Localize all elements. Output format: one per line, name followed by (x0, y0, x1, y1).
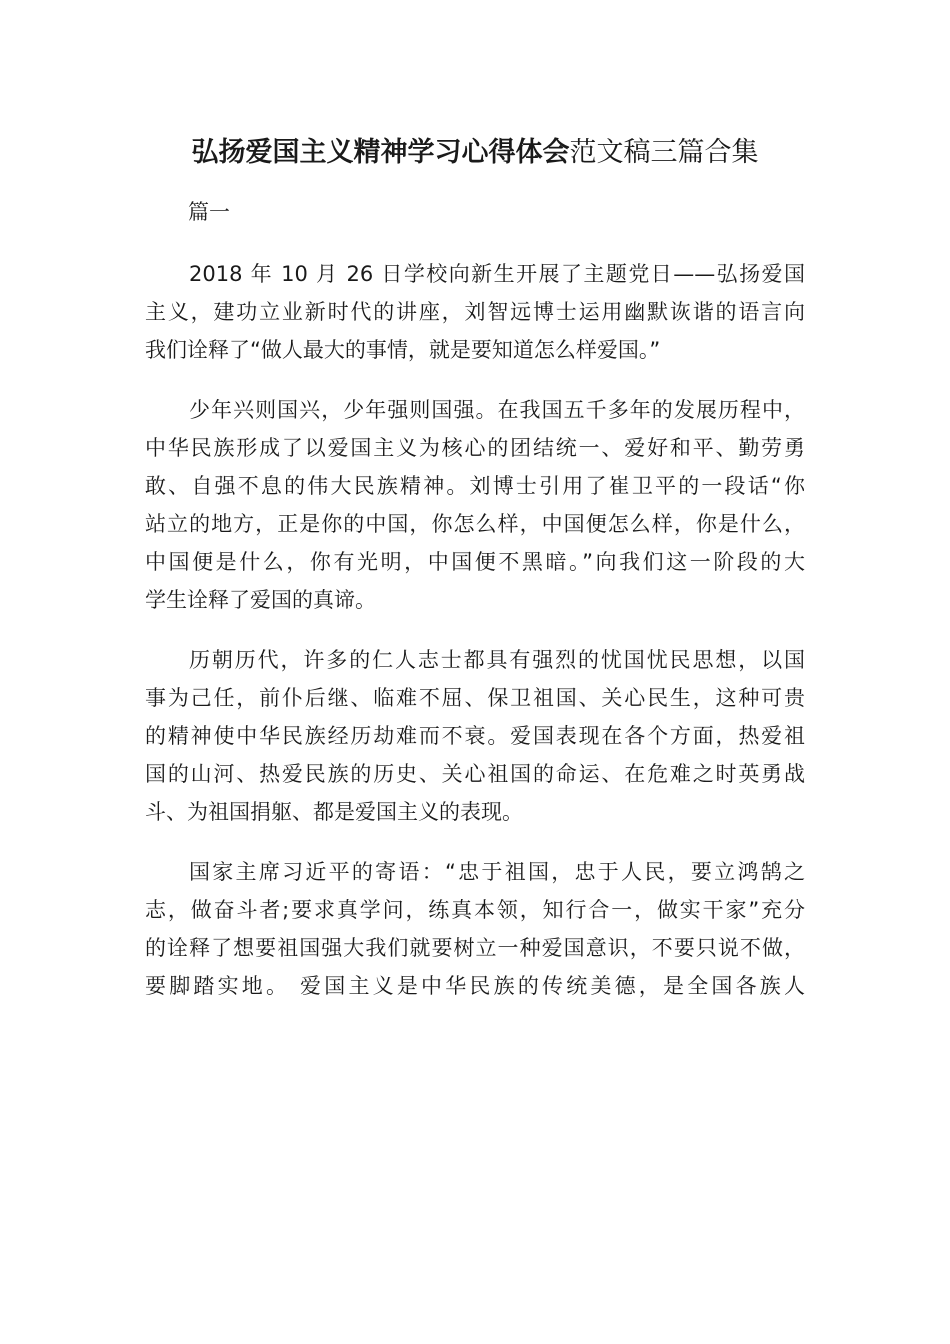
paragraph-line: 斗、为祖国捐躯、都是爱国主义的表现。 (145, 800, 523, 824)
paragraph-line: 的精神使中华民族经历劫难而不衰。爱国表现在各个方面，热爱祖 (145, 724, 805, 748)
paragraph-1 (145, 255, 805, 369)
paragraph-line: 我们诠释了“做人最大的事情，就是要知道怎么样爱国。” (145, 338, 661, 362)
paragraph-line: 历朝历代，许多的仁人志士都具有强烈的忧国忧民思想，以国 (189, 648, 805, 672)
document-title (0, 133, 950, 173)
paragraph-line: 学生诠释了爱国的真谛。 (145, 588, 376, 612)
paragraph-line: 志，做奋斗者;要求真学问，练真本领，知行合一，做实干家”充分 (145, 898, 805, 922)
document-body (145, 255, 805, 1027)
paragraph-4 (145, 853, 805, 1005)
paragraph-3 (145, 641, 805, 831)
paragraph-line: 少年兴则国兴，少年强则国强。在我国五千多年的发展历程中， (189, 398, 805, 422)
title-bold-part: 弘扬爱国主义精神学习心得体会 (191, 137, 570, 168)
section-label: 篇一 (188, 200, 230, 224)
paragraph-line: 主义，建功立业新时代的讲座，刘智远博士运用幽默诙谐的语言向 (145, 300, 805, 324)
title-normal-part: 范文稿三篇合集 (569, 137, 759, 168)
paragraph-line: 国的山河、热爱民族的历史、关心祖国的命运、在危难之时英勇战 (145, 762, 805, 786)
paragraph-line: 国家主席习近平的寄语：“忠于祖国，忠于人民，要立鸿鹄之 (189, 860, 805, 884)
paragraph-2 (145, 391, 805, 619)
paragraph-line: 敢、自强不息的伟大民族精神。刘博士引用了崔卫平的一段话“你 (145, 474, 805, 498)
paragraph-line: 中华民族形成了以爱国主义为核心的团结统一、爱好和平、勤劳勇 (145, 436, 805, 460)
paragraph-line: 事为己任，前仆后继、临难不屈、保卫祖国、关心民生，这种可贵 (145, 686, 805, 710)
paragraph-line: 2018 年 10 月 26 日学校向新生开展了主题党日——弘扬爱国 (189, 262, 805, 286)
paragraph-line: 站立的地方，正是你的中国，你怎么样，中国便怎么样，你是什么， (145, 512, 805, 536)
paragraph-line: 的诠释了想要祖国强大我们就要树立一种爱国意识，不要只说不做， (145, 936, 805, 960)
paragraph-line: 要脚踏实地。 爱国主义是中华民族的传统美德，是全国各族人 (145, 974, 805, 998)
paragraph-line: 中国便是什么，你有光明，中国便不黑暗。”向我们这一阶段的大 (145, 550, 805, 574)
